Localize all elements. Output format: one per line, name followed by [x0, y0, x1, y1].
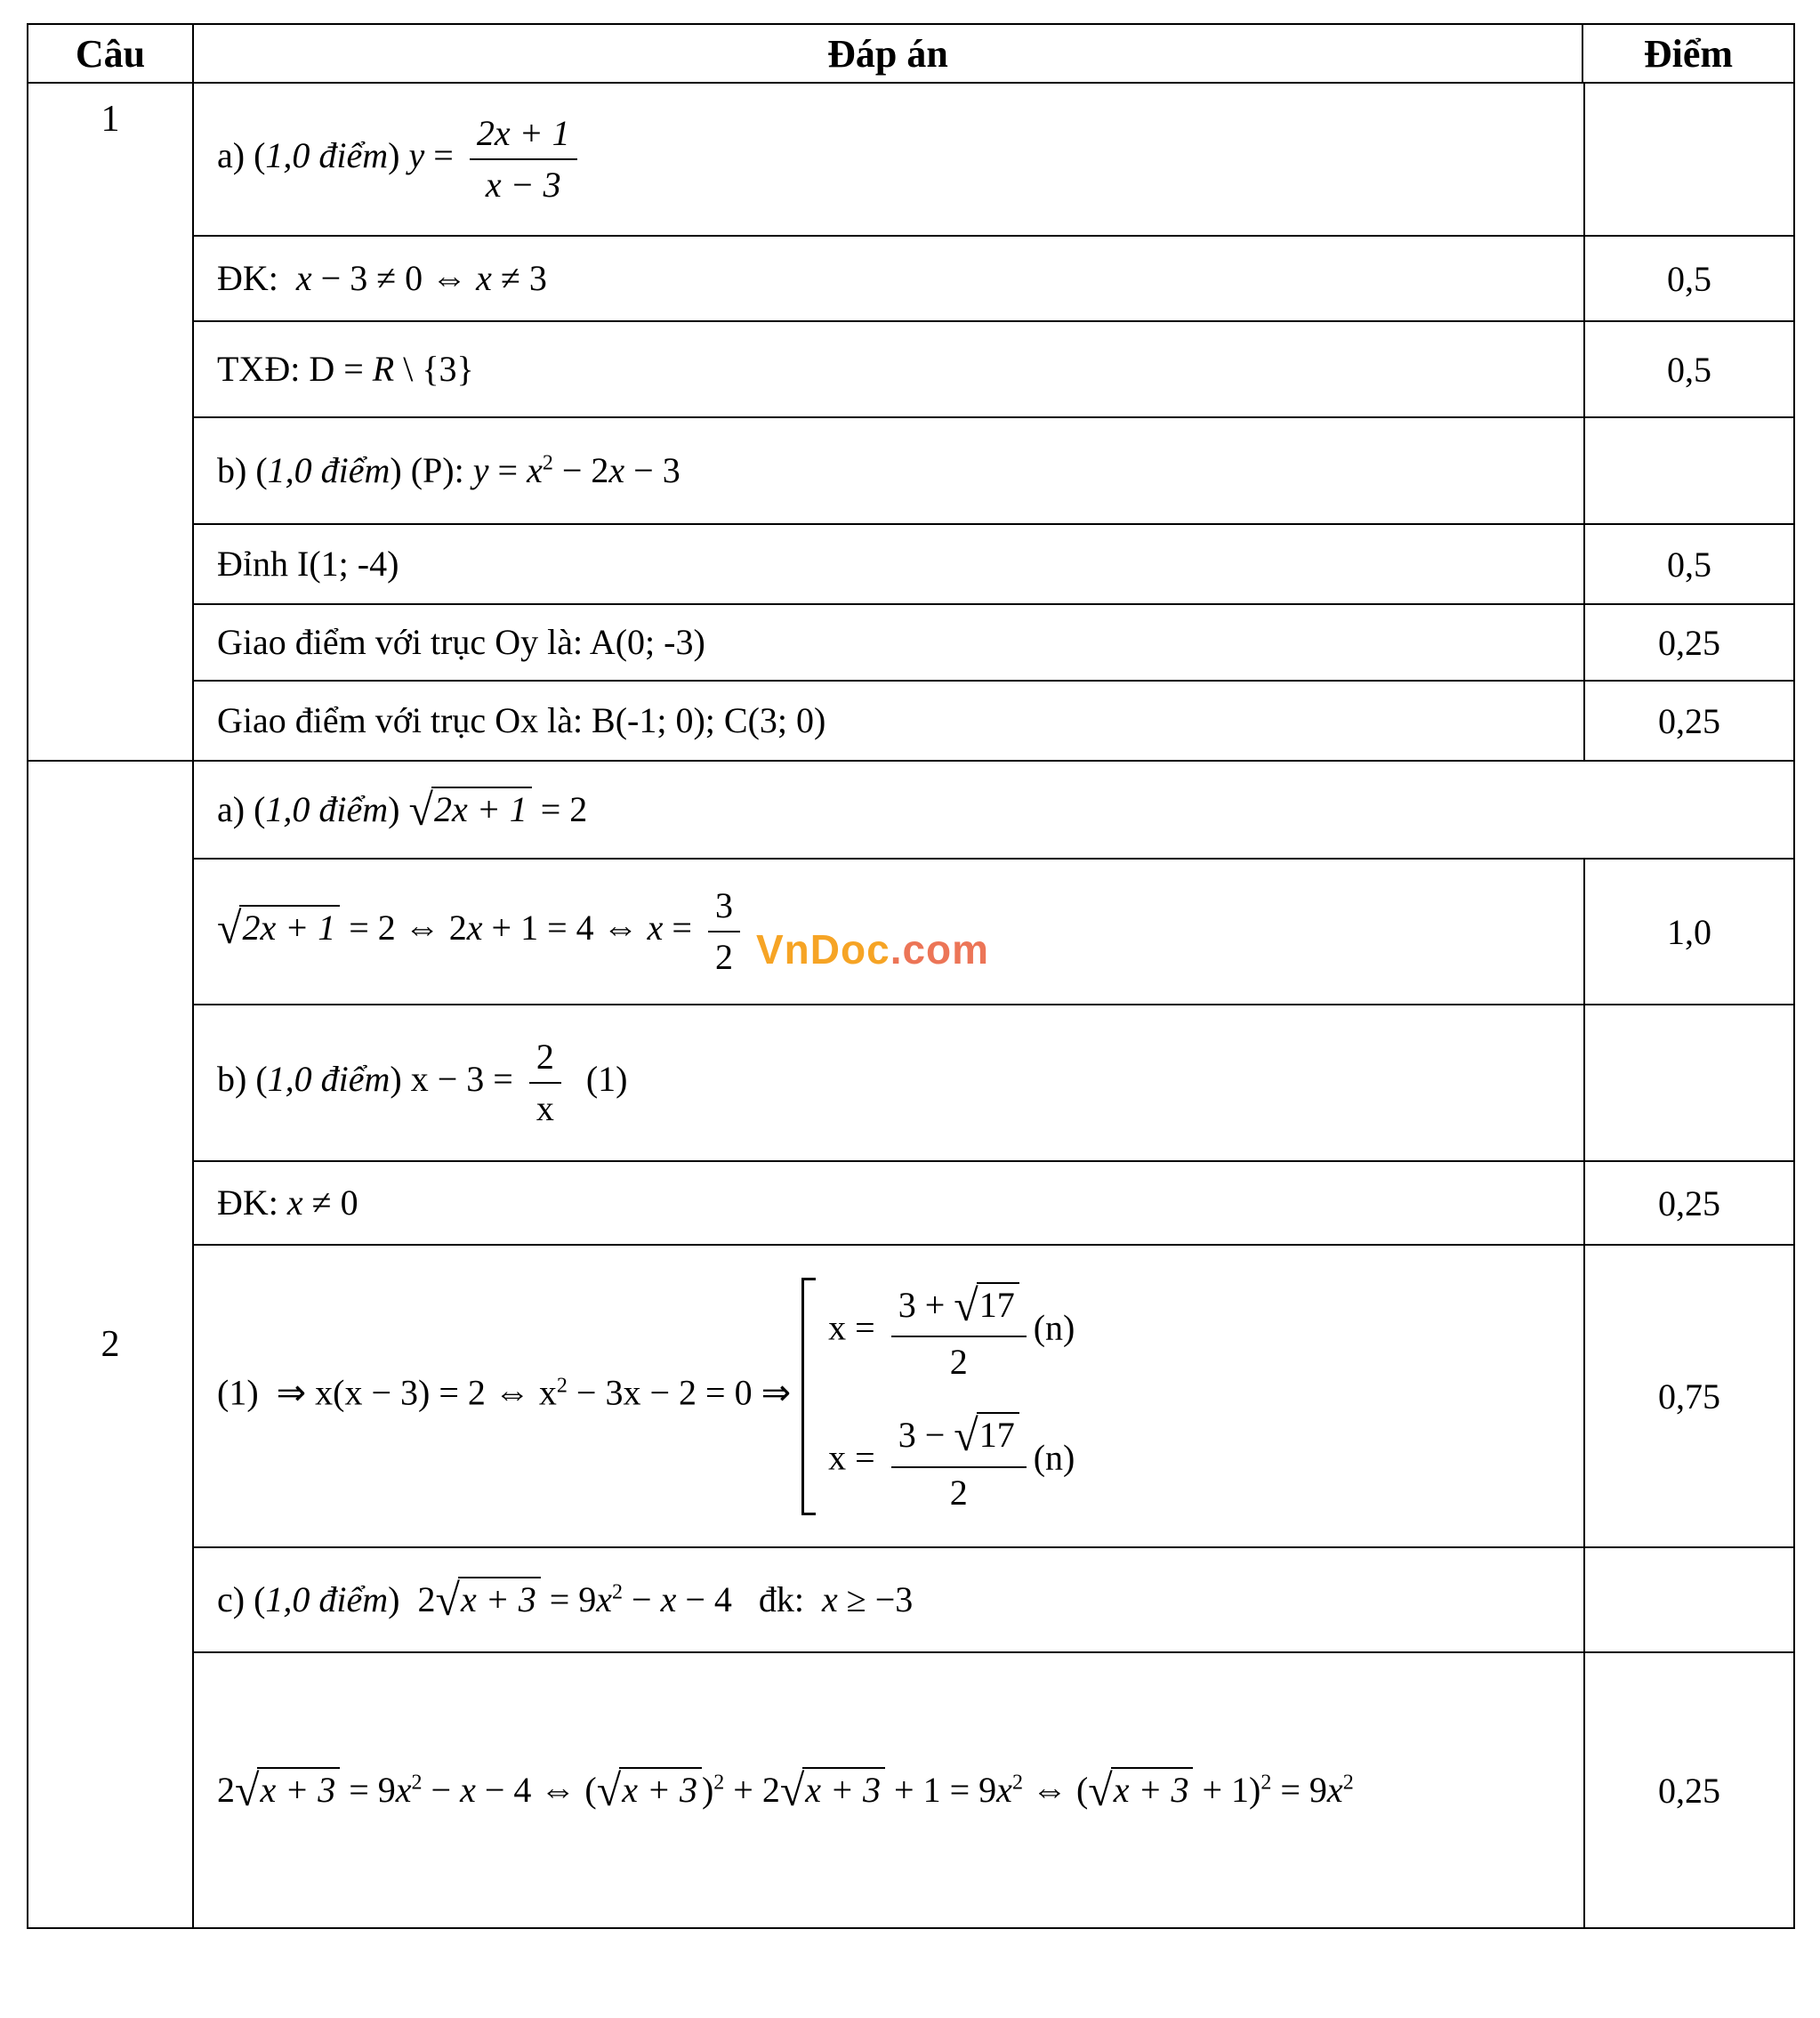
point-value: 0,5	[1583, 525, 1793, 603]
answer-row	[194, 1004, 1793, 1160]
radical-sign-icon: √	[408, 784, 431, 835]
radicand	[458, 1577, 541, 1619]
text: =	[663, 908, 701, 948]
answer-row	[194, 1244, 1793, 1546]
text: )	[701, 1769, 714, 1810]
fraction-numerator	[891, 1408, 1027, 1468]
italic-text: x	[1326, 1769, 1343, 1810]
italic-text: 1,0 điểm	[267, 450, 391, 490]
text: (1)	[568, 1059, 628, 1100]
formula-line	[217, 1763, 1354, 1819]
answer-content	[194, 418, 1583, 523]
square-root	[954, 1279, 1019, 1330]
fraction-numerator	[708, 884, 740, 932]
point-value: 0,25	[1583, 1162, 1793, 1244]
answer-content	[194, 237, 1583, 320]
point-value	[1583, 1005, 1793, 1160]
fraction-denominator	[708, 932, 740, 980]
text: − 3	[624, 450, 680, 490]
text: (n)	[1033, 1306, 1075, 1347]
text: 3 −	[898, 1415, 954, 1455]
fraction	[529, 1035, 561, 1131]
formula-line	[217, 1278, 1075, 1515]
case-row	[828, 1408, 1075, 1515]
answer-row	[194, 416, 1793, 523]
fraction	[891, 1408, 1027, 1515]
formula-line	[217, 256, 547, 301]
radical-sign-icon: √	[954, 1279, 977, 1330]
point-value: 0,75	[1583, 1246, 1793, 1546]
column-header-cau: Câu	[28, 24, 193, 83]
answer-content	[194, 1162, 1583, 1244]
text: 2	[949, 1342, 968, 1382]
text: − 3 ≠ 0 ⇔	[311, 258, 477, 298]
text: − 4 đk:	[676, 1578, 823, 1619]
text: + 1 = 9	[885, 1769, 997, 1810]
text: b) (	[217, 450, 268, 490]
superscript: 2	[1260, 1771, 1272, 1795]
italic-text: 1,0 điểm	[265, 135, 389, 176]
italic-text: 1,0 điểm	[265, 788, 389, 829]
italic-text: x	[660, 1578, 677, 1619]
text: 3 +	[898, 1284, 954, 1325]
text: + 2	[724, 1769, 780, 1810]
formula-line	[217, 782, 587, 838]
radicand	[802, 1767, 885, 1810]
text: ) x − 3 =	[390, 1059, 522, 1100]
text: ≥ −3	[837, 1578, 914, 1619]
watermark-brand-text: VnDoc	[756, 926, 890, 973]
italic-text: x + 3	[260, 1769, 336, 1810]
text: ⇔ (	[1022, 1769, 1089, 1810]
point-value	[1583, 1548, 1793, 1651]
text: Giao điểm với trục Ox là: B(-1; 0); C(3; 0)	[217, 700, 826, 740]
text: = 9	[340, 1769, 396, 1810]
question-number: 2	[28, 761, 193, 1928]
superscript: 2	[1342, 1771, 1354, 1795]
answer-content	[194, 1246, 1583, 1546]
square-root	[435, 1574, 541, 1625]
text: c) (	[217, 1578, 266, 1619]
italic-text: 2x + 1	[476, 113, 570, 153]
answer-row	[194, 84, 1793, 235]
point-value	[1583, 84, 1793, 235]
text: 3	[714, 885, 733, 925]
point-value: 0,5	[1583, 322, 1793, 416]
point-value: 0,25	[1583, 1653, 1793, 1927]
answer-row	[194, 1651, 1793, 1927]
italic-text: x	[460, 1769, 476, 1810]
italic-text: x + 3	[622, 1769, 697, 1810]
italic-text: R	[372, 349, 395, 389]
point-value	[1583, 418, 1793, 523]
radical-sign-icon: √	[779, 1764, 803, 1815]
answer-content	[194, 525, 1583, 603]
italic-text: 2x + 1	[433, 788, 527, 829]
text: b) (	[217, 1059, 268, 1100]
formula-line	[217, 1572, 913, 1628]
case-row	[828, 1278, 1075, 1385]
italic-text: x − 3	[485, 165, 561, 205]
column-header-dapan: Đáp án	[193, 24, 1582, 83]
radical-sign-icon: √	[954, 1410, 977, 1460]
fraction-denominator	[891, 1337, 1027, 1384]
grading-table	[27, 23, 1795, 1929]
text: ) (P):	[390, 450, 473, 490]
text: ĐK:	[217, 1183, 287, 1223]
answer-row	[194, 320, 1793, 416]
text: + 1 = 4 ⇔	[482, 908, 648, 948]
square-root	[1088, 1764, 1193, 1815]
superscript: 2	[612, 1580, 624, 1604]
text: )	[388, 788, 409, 829]
solution-cases	[801, 1278, 1075, 1515]
text: ≠ 0	[302, 1183, 358, 1223]
formula-line	[217, 884, 747, 980]
formula-line	[217, 620, 705, 665]
square-root	[779, 1764, 885, 1815]
text: 2	[536, 1037, 554, 1077]
column-header-diem: Điểm	[1582, 24, 1794, 83]
formula-line	[217, 111, 584, 207]
italic-text: x	[476, 258, 492, 298]
radicand	[1111, 1767, 1194, 1810]
text: = 9	[540, 1578, 597, 1619]
answer-row	[194, 603, 1793, 680]
text: − 4 ⇔ (	[475, 1769, 597, 1810]
answer-row	[194, 762, 1793, 858]
answer-content	[194, 1653, 1583, 1927]
italic-text: 1,0 điểm	[265, 1578, 389, 1619]
text: ≠ 3	[491, 258, 547, 298]
point-value: 0,5	[1583, 237, 1793, 320]
italic-text: x	[608, 450, 625, 490]
radicand	[977, 1282, 1019, 1325]
radical-sign-icon: √	[596, 1764, 620, 1815]
answer-row	[194, 858, 1793, 1004]
fraction	[470, 111, 577, 207]
answer-content	[194, 682, 1583, 760]
italic-text: x + 3	[1113, 1769, 1189, 1810]
italic-text: x + 3	[805, 1769, 882, 1810]
answer-content	[194, 605, 1583, 680]
formula-line	[217, 542, 399, 586]
square-root	[408, 784, 532, 835]
text: a) (	[217, 135, 266, 176]
text: Đỉnh I(1; -4)	[217, 544, 399, 584]
formula-line	[217, 1035, 627, 1131]
superscript: 2	[713, 1771, 725, 1795]
question-section	[28, 761, 1794, 1928]
text: −	[623, 1578, 661, 1619]
fraction-numerator	[891, 1278, 1027, 1338]
text: (n)	[1033, 1437, 1075, 1478]
answer-row	[194, 1160, 1793, 1244]
point-value: 0,25	[1583, 605, 1793, 680]
radicand	[619, 1767, 702, 1810]
text: −	[422, 1769, 461, 1810]
superscript: 2	[411, 1771, 423, 1795]
answer-row	[194, 680, 1793, 760]
italic-text: x	[286, 1183, 303, 1223]
answer-section	[193, 761, 1794, 1928]
answer-row	[194, 523, 1793, 603]
text: 2	[217, 1769, 235, 1810]
answer-section	[193, 83, 1794, 761]
text: − 3x − 2 = 0 ⇒	[567, 1372, 792, 1413]
text: \ {3}	[394, 349, 474, 389]
fraction	[708, 884, 740, 980]
table-header-row	[28, 24, 1794, 83]
answer-content	[194, 1548, 1583, 1651]
square-root	[954, 1410, 1019, 1460]
text: x =	[828, 1437, 884, 1478]
radicand	[257, 1767, 340, 1810]
answer-content	[194, 322, 1583, 416]
point-value: 0,25	[1583, 682, 1793, 760]
text: 2	[714, 937, 733, 977]
fraction-denominator	[470, 160, 577, 207]
fraction-denominator	[891, 1468, 1027, 1515]
italic-text: x	[295, 258, 312, 298]
radicand	[431, 787, 532, 829]
text: 17	[978, 1415, 1015, 1455]
superscript: 2	[1011, 1771, 1023, 1795]
superscript: 2	[542, 451, 553, 475]
square-root	[217, 903, 340, 954]
square-root	[235, 1764, 340, 1815]
formula-line	[217, 1181, 358, 1225]
radical-sign-icon: √	[217, 903, 240, 954]
italic-text: x	[822, 1578, 838, 1619]
text: 17	[978, 1284, 1015, 1325]
formula-line	[217, 448, 680, 493]
text: (1) ⇒ x(x − 3) = 2 ⇔ x	[217, 1372, 557, 1413]
question-section	[28, 83, 1794, 761]
superscript: 2	[556, 1373, 568, 1397]
italic-text: y	[472, 450, 489, 490]
text: + 1)	[1193, 1769, 1261, 1810]
text: x =	[828, 1306, 884, 1347]
text: = 9	[1271, 1769, 1327, 1810]
formula-line	[217, 698, 825, 743]
italic-text: x	[395, 1769, 412, 1810]
text: 2	[949, 1472, 968, 1513]
italic-text: x	[596, 1578, 613, 1619]
radical-sign-icon: √	[435, 1574, 458, 1625]
radicand	[977, 1412, 1019, 1455]
italic-text: x	[527, 450, 543, 490]
italic-text: x	[647, 908, 664, 948]
text: =	[424, 135, 463, 176]
text: ) 2	[388, 1578, 436, 1619]
text: x	[536, 1088, 554, 1128]
left-bracket-icon	[801, 1278, 816, 1515]
point-value: 1,0	[1583, 860, 1793, 1004]
italic-text: 2x + 1	[242, 908, 336, 948]
fraction	[891, 1278, 1027, 1385]
text: TXĐ: D =	[217, 349, 373, 389]
answer-row	[194, 1546, 1793, 1651]
italic-text: x	[466, 908, 483, 948]
italic-text: x + 3	[460, 1578, 536, 1619]
fraction-numerator	[470, 111, 577, 160]
text: )	[388, 135, 409, 176]
answer-content	[194, 84, 1583, 235]
answer-content	[194, 1005, 1583, 1160]
text: − 2	[552, 450, 609, 490]
radical-sign-icon: √	[1088, 1764, 1111, 1815]
radicand	[239, 905, 340, 948]
fraction-numerator	[529, 1035, 561, 1084]
radical-sign-icon: √	[235, 1764, 258, 1815]
square-root	[596, 1764, 702, 1815]
answer-row	[194, 235, 1793, 320]
italic-text: 1,0 điểm	[267, 1059, 391, 1100]
watermark-domain-text: .com	[890, 926, 990, 973]
answer-content	[194, 762, 1793, 858]
italic-text: y	[408, 135, 425, 176]
text: = 2	[531, 788, 588, 829]
text: =	[488, 450, 527, 490]
formula-line	[217, 347, 474, 391]
text: ĐK:	[217, 258, 296, 298]
answer-content	[194, 860, 1583, 1004]
fraction-denominator	[529, 1084, 561, 1131]
text: Giao điểm với trục Oy là: A(0; -3)	[217, 622, 705, 662]
cases-rows	[828, 1278, 1075, 1515]
text: = 2 ⇔ 2	[340, 908, 467, 948]
question-number: 1	[28, 83, 193, 761]
text: a) (	[217, 788, 266, 829]
italic-text: x	[996, 1769, 1012, 1810]
